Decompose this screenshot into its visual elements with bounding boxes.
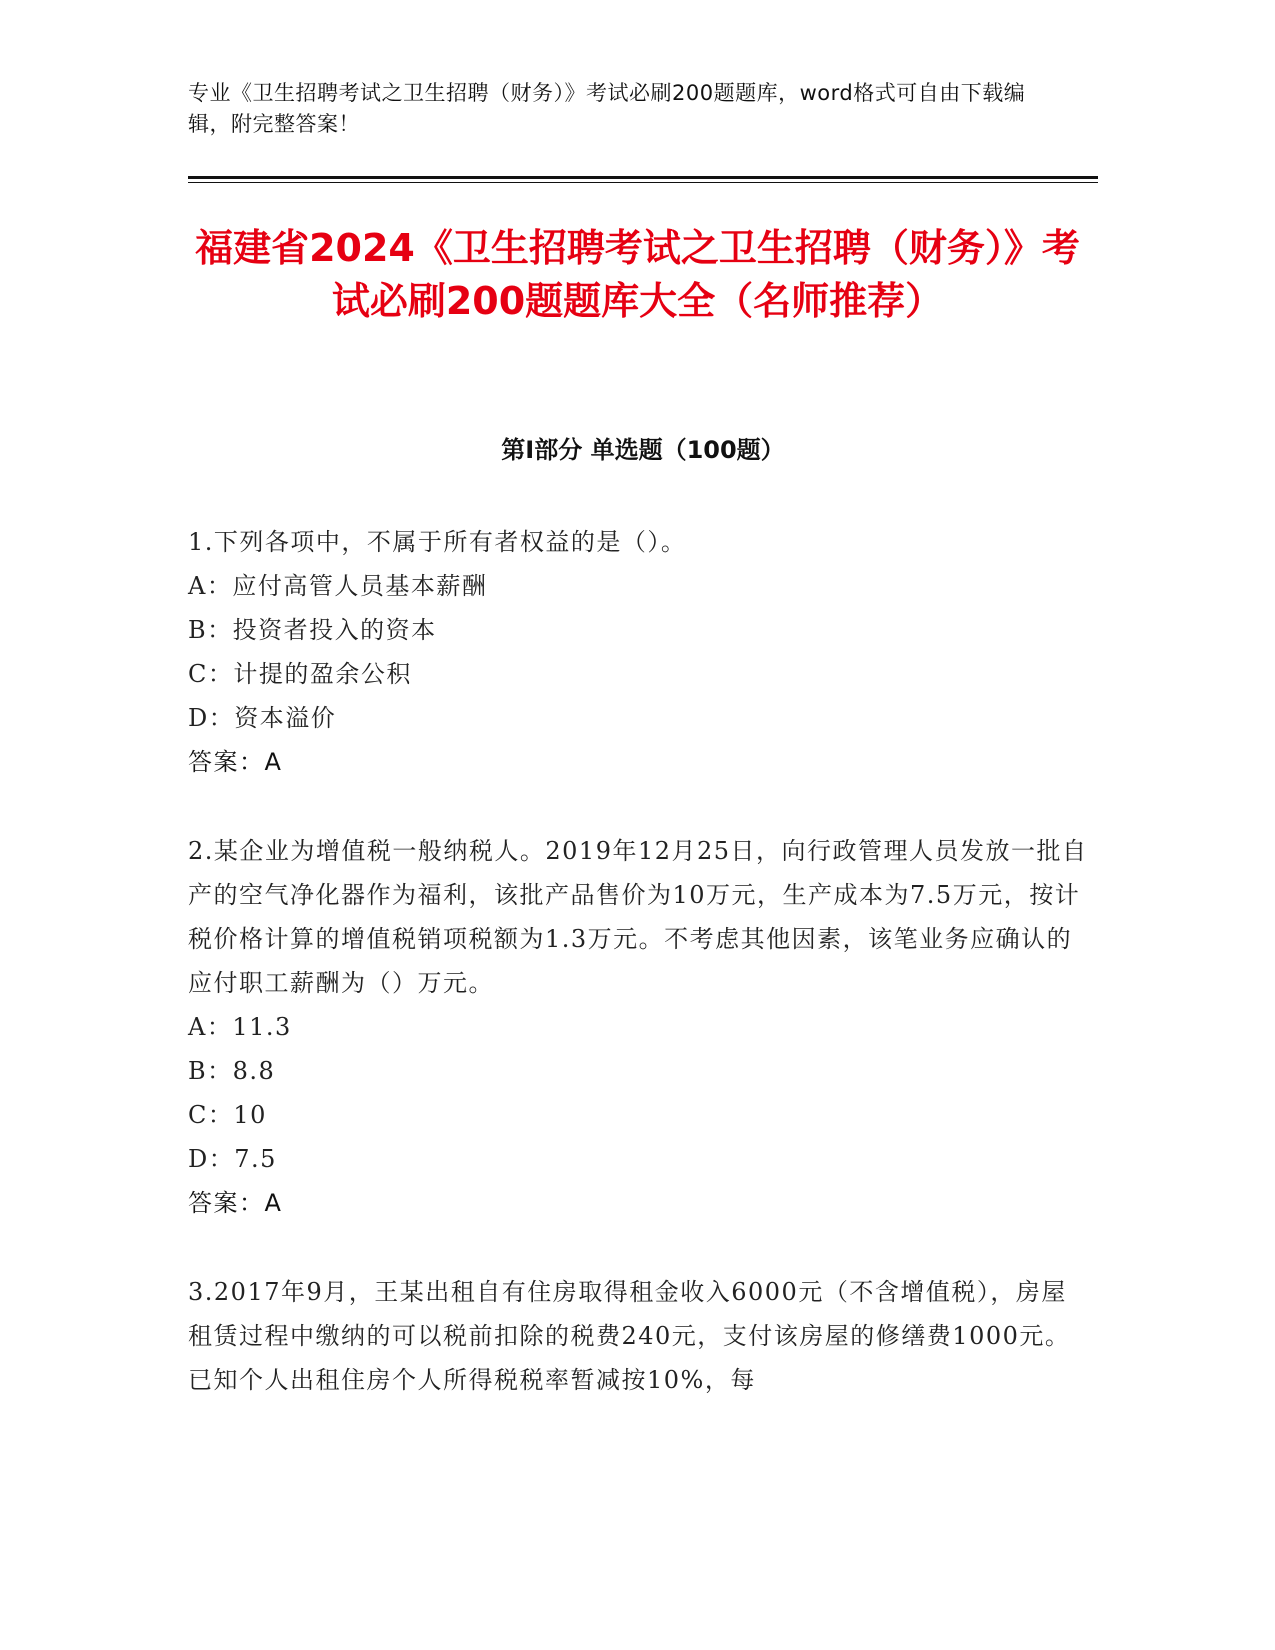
section-title: 第I部分 单选题（100题） bbox=[501, 436, 785, 464]
option-d: D：7.5 bbox=[188, 1145, 277, 1173]
header-divider-thin bbox=[188, 182, 1098, 183]
option-a: A：应付高管人员基本薪酬 bbox=[188, 572, 488, 600]
header-note: 专业《卫生招聘考试之卫生招聘（财务）》考试必刷200题题库，word格式可自由下载编辑，附完整答案！ bbox=[188, 81, 1026, 136]
option-c: C：计提的盈余公积 bbox=[188, 660, 412, 688]
option-a: A：11.3 bbox=[188, 1013, 292, 1041]
question-1 bbox=[188, 520, 1088, 784]
document-title: 福建省2024《卫生招聘考试之卫生招聘（财务）》考试必刷200题题库大全（名师推荐） bbox=[195, 226, 1080, 323]
question-text: 3.2017年9月，王某出租自有住房取得租金收入6000元（不含增值税），房屋租赁过程中缴纳的可以税前扣除的税费240元，支付该房屋的修缮费1000元。已知个人出租住房个人所得税税率暂减按10%，每 bbox=[188, 1278, 1071, 1394]
question-text: 1.下列各项中，不属于所有者权益的是（）。 bbox=[188, 528, 687, 556]
question-3 bbox=[188, 1270, 1088, 1402]
option-d: D：资本溢价 bbox=[188, 704, 337, 732]
question-text: 2.某企业为增值税一般纳税人。2019年12月25日，向行政管理人员发放一批自产的空气净化器作为福利，该批产品售价为10万元，生产成本为7.5万元，按计税价格计算的增值税销项税额为1.3万元。不考虑其他因素，该笔业务应确认的应付职工薪酬为（）万元。 bbox=[188, 837, 1088, 997]
question-2 bbox=[188, 829, 1088, 1225]
question-list bbox=[188, 520, 1088, 1447]
header-divider-thick bbox=[188, 176, 1098, 179]
option-b: B：投资者投入的资本 bbox=[188, 616, 437, 644]
option-b: B：8.8 bbox=[188, 1057, 276, 1085]
answer: 答案：A bbox=[188, 1189, 283, 1217]
option-c: C：10 bbox=[188, 1101, 267, 1129]
answer: 答案：A bbox=[188, 748, 283, 776]
